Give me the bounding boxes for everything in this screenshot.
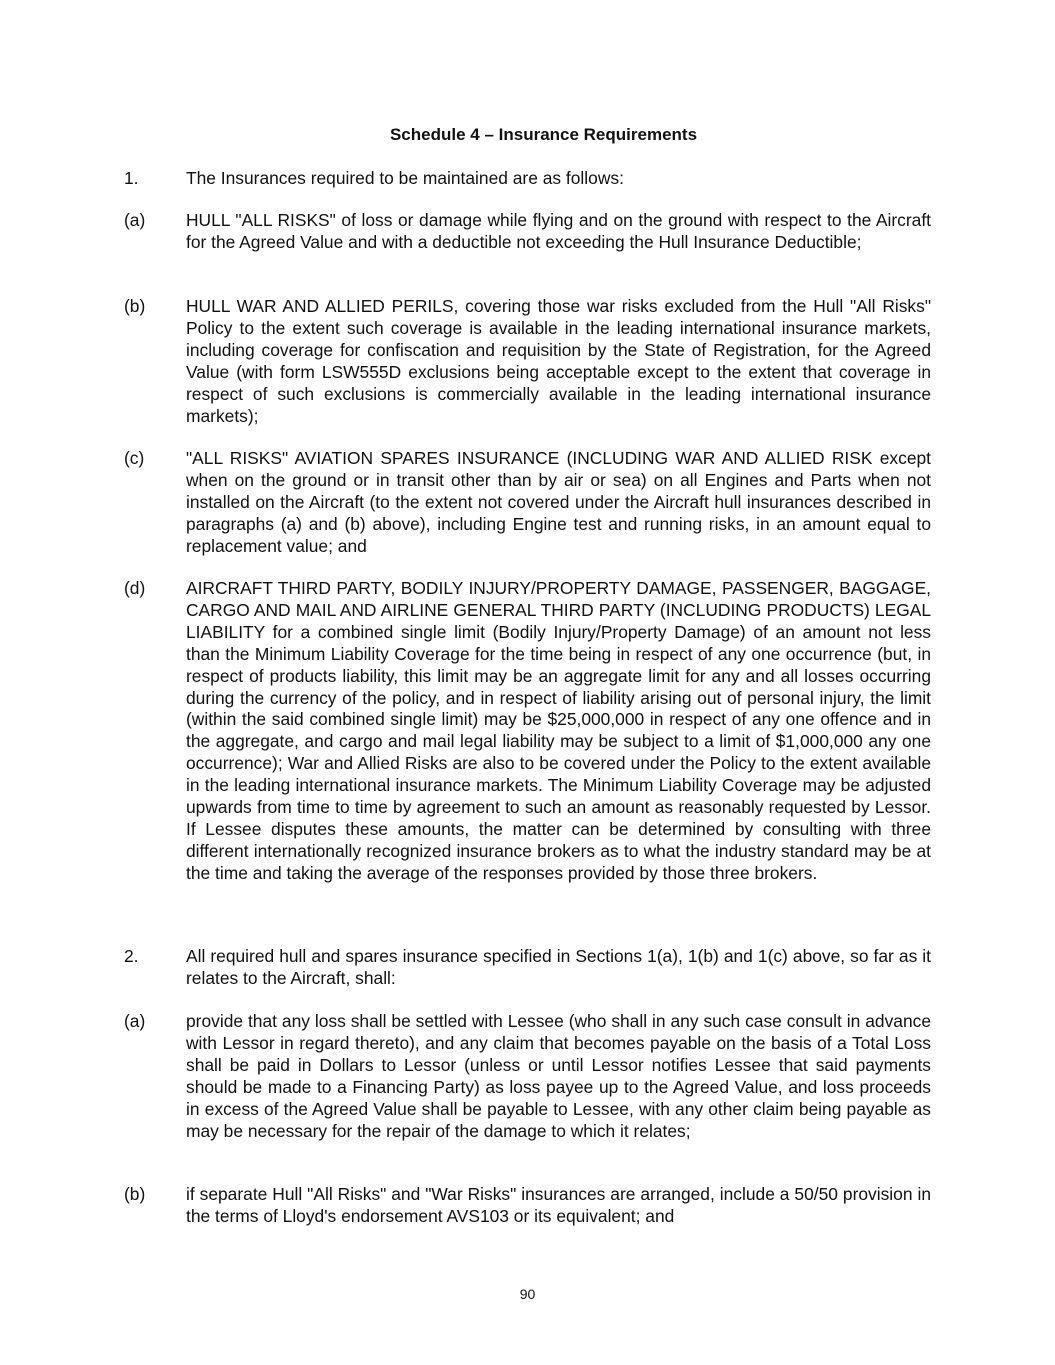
paragraph-1b: [124, 296, 931, 427]
paragraph-text: HULL "ALL RISKS" of loss or damage while flying and on the ground with respect to the Aircraft for the Agreed Value and with a deductible not exceeding the Hull Insurance Deductible;: [186, 210, 931, 252]
paragraph-2a: [124, 1011, 931, 1142]
paragraph-number: (a): [124, 210, 146, 230]
paragraph-text: The Insurances required to be maintained are as follows:: [186, 168, 624, 188]
paragraph-text: if separate Hull "All Risks" and "War Risks" insurances are arranged, include a 50/50 provision in the terms of Lloyd's endorsement AVS103 or its equivalent; and: [186, 1184, 931, 1226]
paragraph-number: (c): [124, 448, 145, 468]
paragraph-text: "ALL RISKS" AVIATION SPARES INSURANCE (INCLUDING WAR AND ALLIED RISK except when on the ground or in transit other than by air or sea) on all Engines and Parts when not installed on the Aircraft (to the extent not covered under the Aircraft hull insurances described in paragraphs (a) and (b) above), including Engine test and running risks, in an amount equal to replacement value; and: [186, 448, 931, 556]
paragraph-1c: [124, 448, 931, 558]
paragraph-2b: [124, 1184, 931, 1228]
paragraph-number: 2.: [124, 946, 139, 966]
paragraph-1: [124, 168, 931, 190]
paragraph-1a: [124, 210, 931, 254]
paragraph-2: [124, 946, 931, 990]
paragraph-number: (d): [124, 578, 146, 598]
paragraph-number: (b): [124, 1184, 146, 1204]
schedule-title: Schedule 4 – Insurance Requirements: [389, 125, 698, 144]
paragraph-number: (b): [124, 296, 146, 316]
paragraph-1d: [124, 578, 931, 885]
paragraph-text: All required hull and spares insurance specified in Sections 1(a), 1(b) and 1(c) above, so far as it relates to the Aircraft, shall:: [186, 946, 931, 988]
page-number: 90: [519, 1286, 536, 1302]
paragraph-number: 1.: [124, 168, 139, 188]
paragraph-text: provide that any loss shall be settled with Lessee (who shall in any such case consult in advance with Lessor in regard thereto), and any claim that becomes payable on the basis of a Total Loss shall be paid in Dollars to Lessor (unless or until Lessor notifies Lessee that said payments should be made to a Financing Party) as loss payee up to the Agreed Value, and loss proceeds in excess of the Agreed Value shall be payable to Lessee, with any other claim being payable as may be necessary for the repair of the damage to which it relates;: [186, 1011, 931, 1141]
paragraph-text: HULL WAR AND ALLIED PERILS, covering those war risks excluded from the Hull "All Risks" Policy to the extent such coverage is available in the leading international insurance markets, including coverage for confiscation and requisition by the State of Registration, for the Agreed Value (with form LSW555D exclusions being acceptable except to the extent that coverage in respect of such exclusions is commercially available in the leading international insurance markets);: [186, 296, 931, 426]
paragraph-text: AIRCRAFT THIRD PARTY, BODILY INJURY/PROPERTY DAMAGE, PASSENGER, BAGGAGE, CARGO AND MAIL AND AIRLINE GENERAL THIRD PARTY (INCLUDING PRODUCTS) LEGAL LIABILITY for a combined single limit (Bodily Injury/Property Damage) of an amount not less than the Minimum Liability Coverage for the time being in respect of any one occurrence (but, in respect of products liability, this limit may be an aggregate limit for any and all losses occurring during the currency of the policy, and in respect of liability arising out of personal injury, the limit (within the said combined single limit) may be $25,000,000 in respect of any one offence and in the aggregate, and cargo and mail legal liability may be subject to a limit of $1,000,000 any one occurrence); War and Allied Risks are also to be covered under the Policy to the extent available in the leading international insurance markets. The Minimum Liability Coverage may be adjusted upwards from time to time by agreement to such an amount as reasonably requested by Lessor. If Lessee disputes these amounts, the matter can be determined by consulting with three different internationally recognized insurance brokers as to what the industry standard may be at the time and taking the average of the responses provided by those three brokers.: [186, 578, 931, 883]
paragraph-number: (a): [124, 1011, 146, 1031]
